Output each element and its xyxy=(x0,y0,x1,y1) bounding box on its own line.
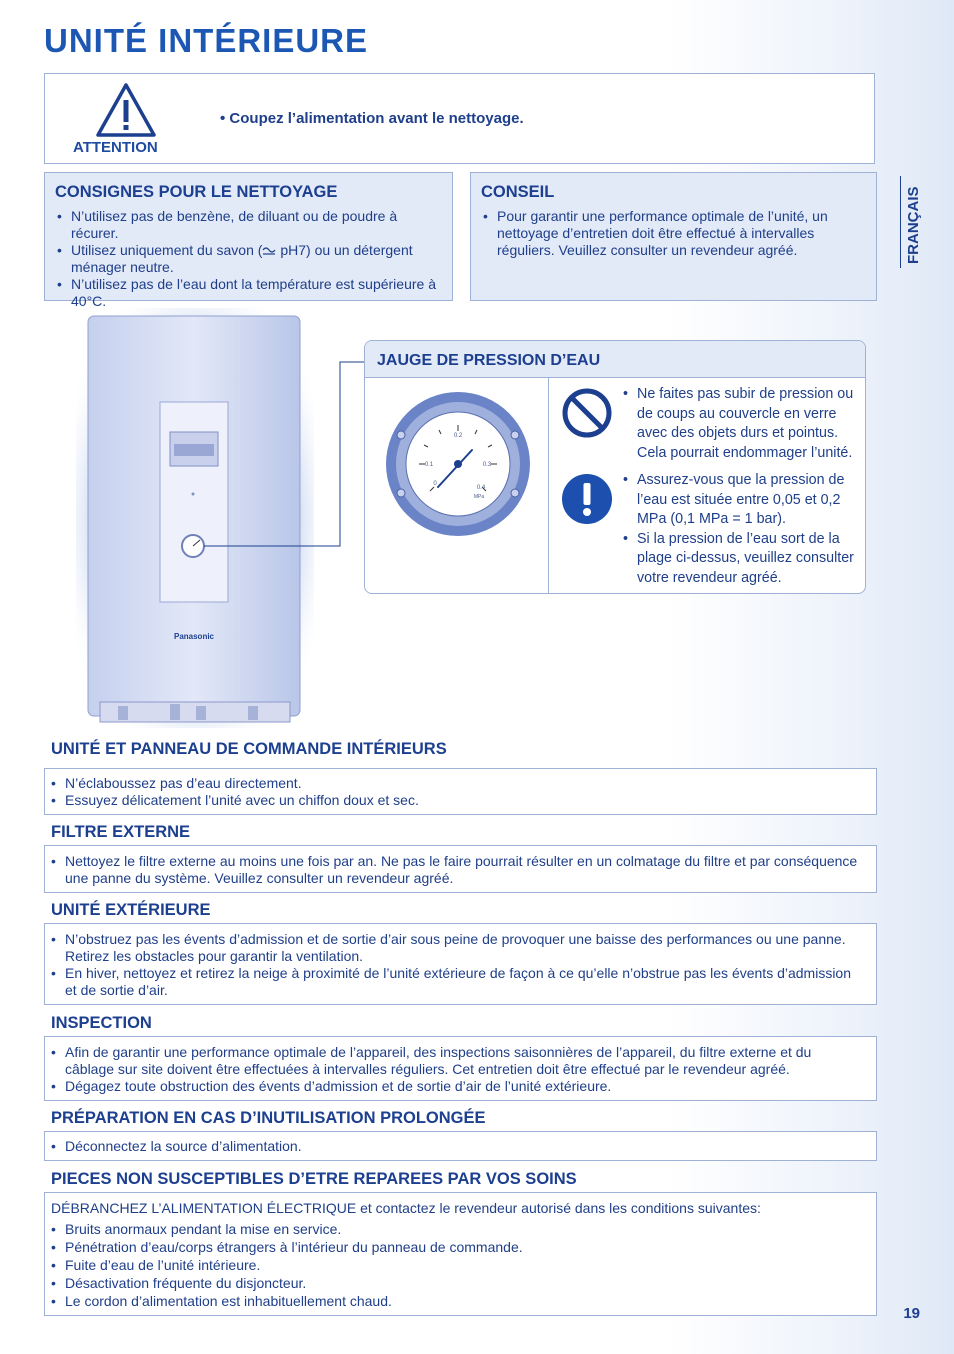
section-box-parts xyxy=(44,1192,877,1316)
connector-line xyxy=(320,350,368,550)
brand-logo: Panasonic xyxy=(173,632,215,641)
list-item: • Le cordon d’alimentation est inhabituellement chaud. xyxy=(49,1292,864,1310)
gauge-box xyxy=(364,340,866,594)
list-item: • N’utilisez pas de benzène, de diluant ou de poudre à récurer. xyxy=(55,208,445,242)
page-number: 19 xyxy=(903,1305,920,1322)
indoor-list xyxy=(49,775,869,809)
dial-label: 0.4 xyxy=(476,485,486,491)
advice-list xyxy=(481,208,866,259)
list-item: • En hiver, nettoyez et retirez la neige à proximité de l’unité extérieure de façon à ce qu’elle n’obstrue pas les évents d’admission et de sortie d’air. xyxy=(49,965,864,999)
section-title-parts: PIECES NON SUSCEPTIBLES D’ETRE REPAREES PAR VOS SOINS xyxy=(51,1170,577,1188)
list-item: • N’utilisez pas de l’eau dont la température est supérieure à 40°C. xyxy=(55,276,445,310)
attention-text: • Coupez l’alimentation avant le nettoyage. xyxy=(220,110,524,127)
list-item: • Déconnectez la source d’alimentation. xyxy=(49,1138,864,1155)
list-item: • Désactivation fréquente du disjoncteur. xyxy=(49,1274,864,1292)
section-box-prolonged xyxy=(44,1131,877,1161)
section-title-inspection: INSPECTION xyxy=(51,1014,152,1032)
dial-label: 0.2 xyxy=(453,433,463,439)
list-item: • Nettoyez le filtre externe au moins une fois par an. Ne pas le faire pourrait résulter en un colmatage du filtre et par conséquence une panne du système. Veuillez consulter un revendeur agréé. xyxy=(49,853,864,887)
dial-unit: MPa xyxy=(473,494,485,500)
filter-list xyxy=(49,853,864,887)
approx-icon xyxy=(262,246,276,256)
inspection-list xyxy=(49,1044,864,1095)
list-item: • Si la pression de l’eau sort de la plage ci-dessus, veuillez consulter votre revendeur agréé. xyxy=(621,530,861,589)
list-item: • Assurez-vous que la pression de l’eau est située entre 0,05 et 0,2 MPa (0,1 MPa = 1 bar). xyxy=(621,471,861,530)
gauge-title: JAUGE DE PRESSION D’EAU xyxy=(377,352,601,369)
list-item: • Bruits anormaux pendant la mise en service. xyxy=(49,1220,864,1238)
outdoor-list xyxy=(49,931,864,999)
language-label: FRANÇAIS xyxy=(905,186,922,264)
gauge-warning-list xyxy=(621,385,861,463)
warning-triangle-icon xyxy=(95,82,157,138)
section-box-outdoor xyxy=(44,923,877,1005)
list-item: • N’éclaboussez pas d’eau directement. xyxy=(49,775,869,792)
cleaning-box xyxy=(44,172,453,309)
dial-label: 0.1 xyxy=(424,462,434,468)
list-item: • Fuite d’eau de l’unité intérieure. xyxy=(49,1256,864,1274)
list-item: • Pour garantir une performance optimale de l’unité, un nettoyage d’entretien doit être effectué à intervalles réguliers. Veuillez consulter un revendeur agréé. xyxy=(481,208,866,259)
page-title: UNITÉ INTÉRIEURE xyxy=(44,22,369,59)
section-box-filter xyxy=(44,845,877,893)
cleaning-list xyxy=(55,208,445,310)
list-item: • Pénétration d’eau/corps étrangers à l’intérieur du panneau de commande. xyxy=(49,1238,864,1256)
advice-box xyxy=(470,172,877,301)
dial-label: 0.3 xyxy=(482,462,492,468)
indoor-unit-illustration xyxy=(70,304,320,734)
cleaning-title: CONSIGNES POUR LE NETTOYAGE xyxy=(55,183,338,201)
section-title-outdoor: UNITÉ EXTÉRIEURE xyxy=(51,901,211,919)
mandatory-icon xyxy=(561,473,613,525)
parts-list xyxy=(49,1220,864,1310)
gauge-notes-list xyxy=(621,471,861,588)
list-item: • Ne faites pas subir de pression ou de coups au couvercle en verre avec des objets durs et pointus. Cela pourrait endommager l’unité. xyxy=(621,385,861,463)
section-title-filter: FILTRE EXTERNE xyxy=(51,823,191,841)
gauge-divider xyxy=(548,377,549,594)
prohibited-icon xyxy=(561,387,613,439)
attention-box xyxy=(44,73,875,164)
language-tab xyxy=(900,176,941,268)
section-title-indoor: UNITÉ ET PANNEAU DE COMMANDE INTÉRIEURS xyxy=(51,740,447,758)
parts-intro: DÉBRANCHEZ L’ALIMENTATION ÉLECTRIQUE et contactez le revendeur autorisé dans les conditions suivantes: xyxy=(51,1200,761,1216)
list-item: • Afin de garantir une performance optimale de l’appareil, des inspections saisonnières de l’appareil, du filtre externe et du câblage sur site doivent être effectuées à intervalles réguliers. Cet entretien doit être effectué par le revendeur agréé. xyxy=(49,1044,864,1078)
list-item: • Dégagez toute obstruction des évents d’admission et de sortie d’air de l’unité extérieure. xyxy=(49,1078,864,1095)
advice-title: CONSEIL xyxy=(481,183,555,201)
list-item: • Essuyez délicatement l’unité avec un chiffon doux et sec. xyxy=(49,792,869,809)
list-item: • Utilisez uniquement du savon ( pH7) ou un détergent ménager neutre. xyxy=(55,242,445,276)
prolonged-list xyxy=(49,1138,864,1155)
attention-label: ATTENTION xyxy=(73,139,158,156)
section-box-inspection xyxy=(44,1036,877,1101)
section-box-indoor xyxy=(44,768,877,815)
dial-label: 0 xyxy=(433,481,437,487)
list-item: • N’obstruez pas les évents d’admission et de sortie d’air sous peine de provoquer une baisse des performances ou une panne. Retirez les obstacles pour garantir la ventilation. xyxy=(49,931,864,965)
section-title-prolonged: PRÉPARATION EN CAS D’INUTILISATION PROLONGÉE xyxy=(51,1109,486,1127)
pressure-gauge-icon xyxy=(383,389,533,539)
